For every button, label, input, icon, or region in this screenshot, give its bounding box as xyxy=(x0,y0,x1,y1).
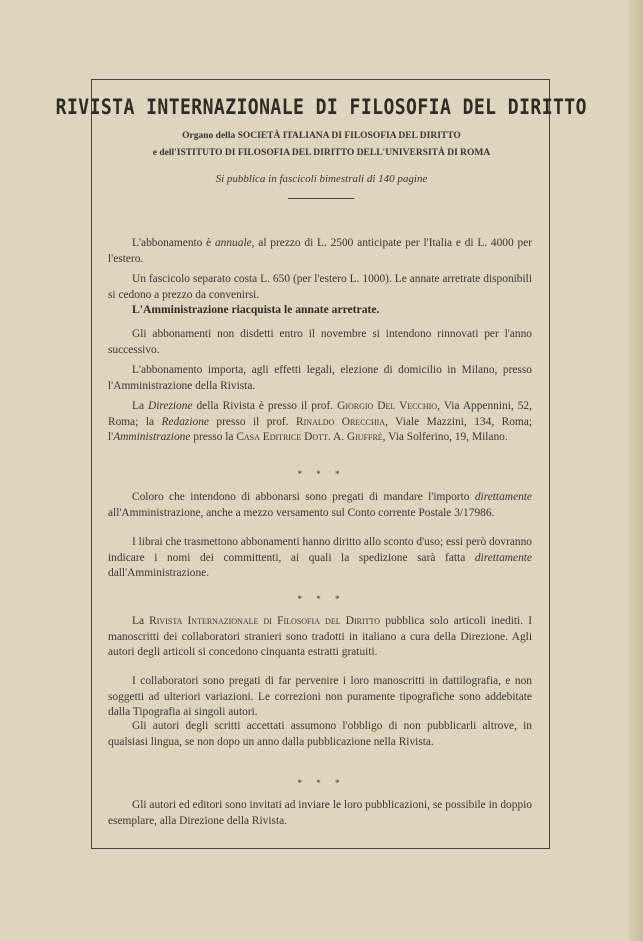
journal-title: RIVISTA INTERNAZIONALE DI FILOSOFIA DEL DIRITTO xyxy=(55,95,587,119)
paragraph-author-obligation: Gli autori degli scritti accettati assumono l'obbligo di non pubblicarli altrove, in qualsiasi lingua, se non dopo un anno dalla pubblicazione nella Rivista. xyxy=(108,720,532,748)
paragraph-addresses: La Direzione della Rivista è presso il prof. Giorgio Del Vecchio, Via Appennini, 52, Roma; la Redazione presso il prof. Rinaldo Orecchia, Viale Mazzini, 134, Roma; l'Amministrazione presso la Casa Editrice Dott. A. Giuffrè, Via Solferino, 19, Milano. xyxy=(108,400,532,444)
title-rule xyxy=(288,198,354,199)
paragraph-publications-request: Gli autori ed editori sono invitati ad inviare le loro pubblicazioni, se possibile in doppio esemplare, alla Direzione della Rivista. xyxy=(108,799,532,827)
paragraph-booksellers: I librai che trasmettono abbonamenti hanno diritto allo sconto d'uso; essi però dovranno indicare i nomi dei committenti, ai quali la spedizione sarà fatta direttamente dall'Amministrazione. xyxy=(108,536,533,580)
separator-stars: * * * xyxy=(297,778,346,788)
paragraph-subscription-price: L'abbonamento è annuale, al prezzo di L. 2500 anticipate per l'Italia e di L. 4000 per l'estero. xyxy=(108,237,532,265)
subtitle-organ: Organo della SOCIETÀ ITALIANA DI FILOSOFIA DEL DIRITTO xyxy=(182,131,461,141)
paragraph-manuscripts: I collaboratori sono pregati di far pervenire i loro manoscritti in dattilografia, e non soggetti ad ulteriori variazioni. Le correzioni non puramente tipografiche sono addebitate dalla Tipografia ai singoli autori. xyxy=(108,675,532,719)
paragraph-payment: Coloro che intendono di abbonarsi sono pregati di mandare l'importo direttamente all'Amministrazione, anche a mezzo versamento sul Conto corrente Postale 3/17986. xyxy=(108,491,532,519)
separator-stars: * * * xyxy=(297,469,346,479)
publication-note: Si pubblica in fascicoli bimestrali di 140 pagine xyxy=(215,173,428,185)
paragraph-single-issue: Un fascicolo separato costa L. 650 (per l'estero L. 1000). Le annate arretrate disponibili si cedono a prezzo da convenirsi. xyxy=(108,273,532,301)
separator-stars: * * * xyxy=(297,594,346,604)
subtitle-institute: e dell'ISTITUTO DI FILOSOFIA DEL DIRITTO DELL'UNIVERSITÀ DI ROMA xyxy=(152,148,491,158)
paragraph-unpublished-articles: La Rivista Internazionale di Filosofia del Diritto pubblica solo articoli inediti. I manoscritti dei collaboratori stranieri sono tradotti in italiano a cura della Direzione. Agli autori degli articoli si concedono cinquanta estratti gratuiti. xyxy=(108,615,532,659)
paragraph-renewal: Gli abbonamenti non disdetti entro il novembre si intendono rinnovati per l'anno successivo. xyxy=(108,328,532,356)
heading-back-issues: L'Amministrazione riacquista le annate arretrate. xyxy=(132,303,380,316)
paragraph-domicile: L'abbonamento importa, agli effetti legali, elezione di domicilio in Milano, presso l'Amministrazione della Rivista. xyxy=(108,364,532,392)
